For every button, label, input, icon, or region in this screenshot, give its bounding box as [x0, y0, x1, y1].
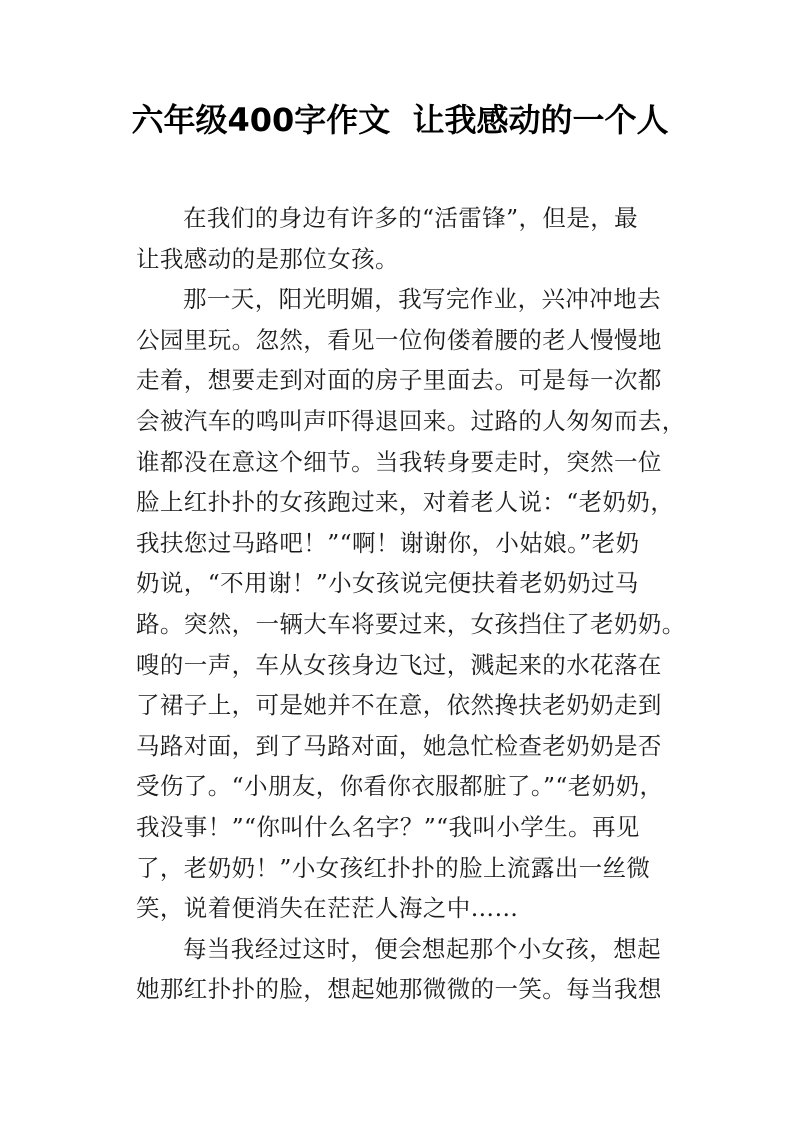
text-line: 那一天，阳光明媚，我写完作业，兴冲冲地去 — [183, 285, 661, 314]
text-line: 嗖的一声，车从女孩身边飞过，溅起来的水花落在 — [136, 650, 662, 679]
text-line: 每当我经过这时，便会想起那个小女孩，想起 — [183, 934, 661, 963]
text-line: 了，老奶奶！”小女孩红扑扑的脸上流露出一丝微 — [136, 853, 651, 882]
text-line: 公园里玩。忽然，看见一位佝偻着腰的老人慢慢地 — [136, 325, 662, 354]
text-line: 谁都没在意这个细节。当我转身要走时，突然一位 — [136, 447, 662, 476]
text-line: 马路对面，到了马路对面，她急忙检查老奶奶是否 — [136, 731, 662, 760]
text-line: 了裙子上，可是她并不在意，依然搀扶老奶奶走到 — [136, 691, 662, 720]
text-line: 脸上红扑扑的女孩跑过来，对着老人说：“老奶奶， — [136, 488, 675, 517]
text-line: 笑，说着便消失在茫茫人海之中…… — [136, 894, 519, 923]
text-line: 她那红扑扑的脸，想起她那微微的一笑。每当我想 — [136, 975, 662, 1004]
text-line: 奶说，“不用谢！”小女孩说完便扶着老奶奶过马 — [136, 569, 639, 598]
text-line: 走着，想要走到对面的房子里面去。可是每一次都 — [136, 366, 662, 395]
text-line: 让我感动的是那位女孩。 — [136, 244, 399, 273]
text-line: 我没事！”“你叫什么名字？”“我叫小学生。再见 — [136, 812, 640, 841]
text-line: 会被汽车的鸣叫声吓得退回来。过路的人匆匆而去， — [136, 406, 686, 435]
document-body — [136, 198, 686, 1010]
text-line: 路。突然，一辆大车将要过来，女孩挡住了老奶奶。 — [136, 609, 686, 638]
text-line: 我扶您过马路吧！”“啊！谢谢你，小姑娘。”老奶 — [136, 528, 640, 557]
document-title: 六年级400字作文 让我感动的一个人 — [131, 101, 669, 139]
text-line: 受伤了。“小朋友，你看你衣服都脏了。”“老奶奶， — [136, 772, 664, 801]
text-line: 在我们的身边有许多的“活雷锋”，但是，最 — [183, 204, 639, 232]
